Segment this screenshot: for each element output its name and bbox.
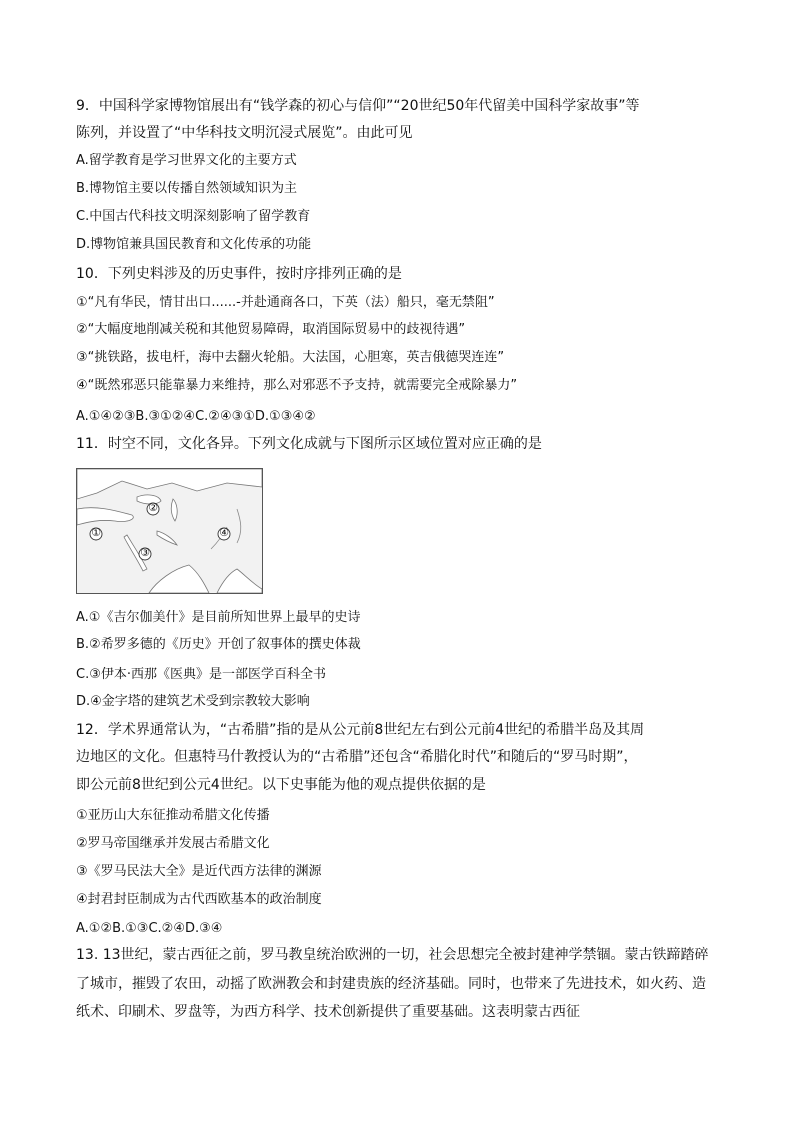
q9-option-c: C.中国古代科技文明深刻影响了留学教育 [76,209,311,224]
q10-item-2: ②“大幅度地削减关税和其他贸易障碍，取消国际贸易中的歧视待遇” [76,322,466,337]
q10-stem: 10．下列史料涉及的历史事件，按时序排列正确的是 [76,266,402,282]
q11-stem: 11．时空不同，文化各异。下列文化成就与下图所示区域位置对应正确的是 [76,436,542,452]
q10-item-1: ①“凡有华民，情甘出口......-并赴通商各口，下英（法）船只，毫无禁阻” [76,295,495,310]
q11-option-a: A.①《吉尔伽美什》是目前所知世界上最早的史诗 [76,610,361,625]
region-map-drawing [77,469,262,593]
q12-answer-options: A.①②B.①③C.②④D.③④ [76,921,223,936]
map-label-2: ② [148,501,158,514]
map-label-3: ③ [140,546,150,559]
q10-item-4: ④“既然邪恶只能靠暴力来维持，那么对邪恶不予支持，就需要完全戒除暴力” [76,378,518,393]
q10-answer-options: A.①④②③B.③①②④C.②④③①D.①③④② [76,409,316,424]
q9-option-b: B.博物馆主要以传播自然领域知识为主 [76,181,298,196]
q12-item-1: ①亚历山大东征推动希腊文化传播 [76,808,270,823]
region-map [76,468,263,594]
q12-stem-line1: 12．学术界通常认为，“古希腊”指的是从公元前8世纪左右到公元前4世纪的希腊半岛及其周 [76,722,645,738]
q11-option-d: D.④金字塔的建筑艺术受到宗教较大影响 [76,694,310,709]
map-label-4: ④ [219,526,229,539]
q12-item-2: ②罗马帝国继承并发展古希腊文化 [76,836,270,851]
q11-option-b: B.②希罗多德的《历史》开创了叙事体的撰史体裁 [76,637,361,652]
q10-item-3: ③“挑铁路，拔电杆，海中去翻火轮船。大法国，心胆寒，英吉俄德哭连连” [76,350,505,365]
q9-option-a: A.留学教育是学习世界文化的主要方式 [76,153,297,168]
q9-option-d: D.博物馆兼具国民教育和文化传承的功能 [76,237,312,252]
q13-stem-line2: 了城市，摧毁了农田，动摇了欧洲教会和封建贵族的经济基础。同时，也带来了先进技术，如火药、造 [76,976,706,992]
q12-item-3: ③《罗马民法大全》是近代西方法律的渊源 [76,864,322,879]
q12-item-4: ④封君封臣制成为古代西欧基本的政治制度 [76,892,322,907]
q13-stem-line3: 纸术、印刷术、罗盘等，为西方科学、技术创新提供了重要基础。这表明蒙古西征 [76,1004,580,1020]
map-label-1: ① [91,526,101,539]
q12-stem-line3: 即公元前8世纪到公元4世纪。以下史事能为他的观点提供依据的是 [76,777,486,793]
q12-stem-line2: 边地区的文化。但惠特马什教授认为的“古希腊”还包含“希腊化时代”和随后的“罗马时期”， [76,749,638,765]
q9-stem-line2: 陈列，并设置了“中华科技文明沉浸式展览”。由此可见 [76,125,413,141]
q11-option-c: C.③伊本·西那《医典》是一部医学百科全书 [76,667,326,682]
q13-stem-line1: 13. 13世纪，蒙古西征之前，罗马教皇统治欧洲的一切，社会思想完全被封建神学禁锢。蒙古铁蹄踏碎 [76,947,709,963]
q9-stem-line1: 9．中国科学家博物馆展出有“钱学森的初心与信仰”“20世纪50年代留美中国科学家故事”等 [76,98,640,114]
